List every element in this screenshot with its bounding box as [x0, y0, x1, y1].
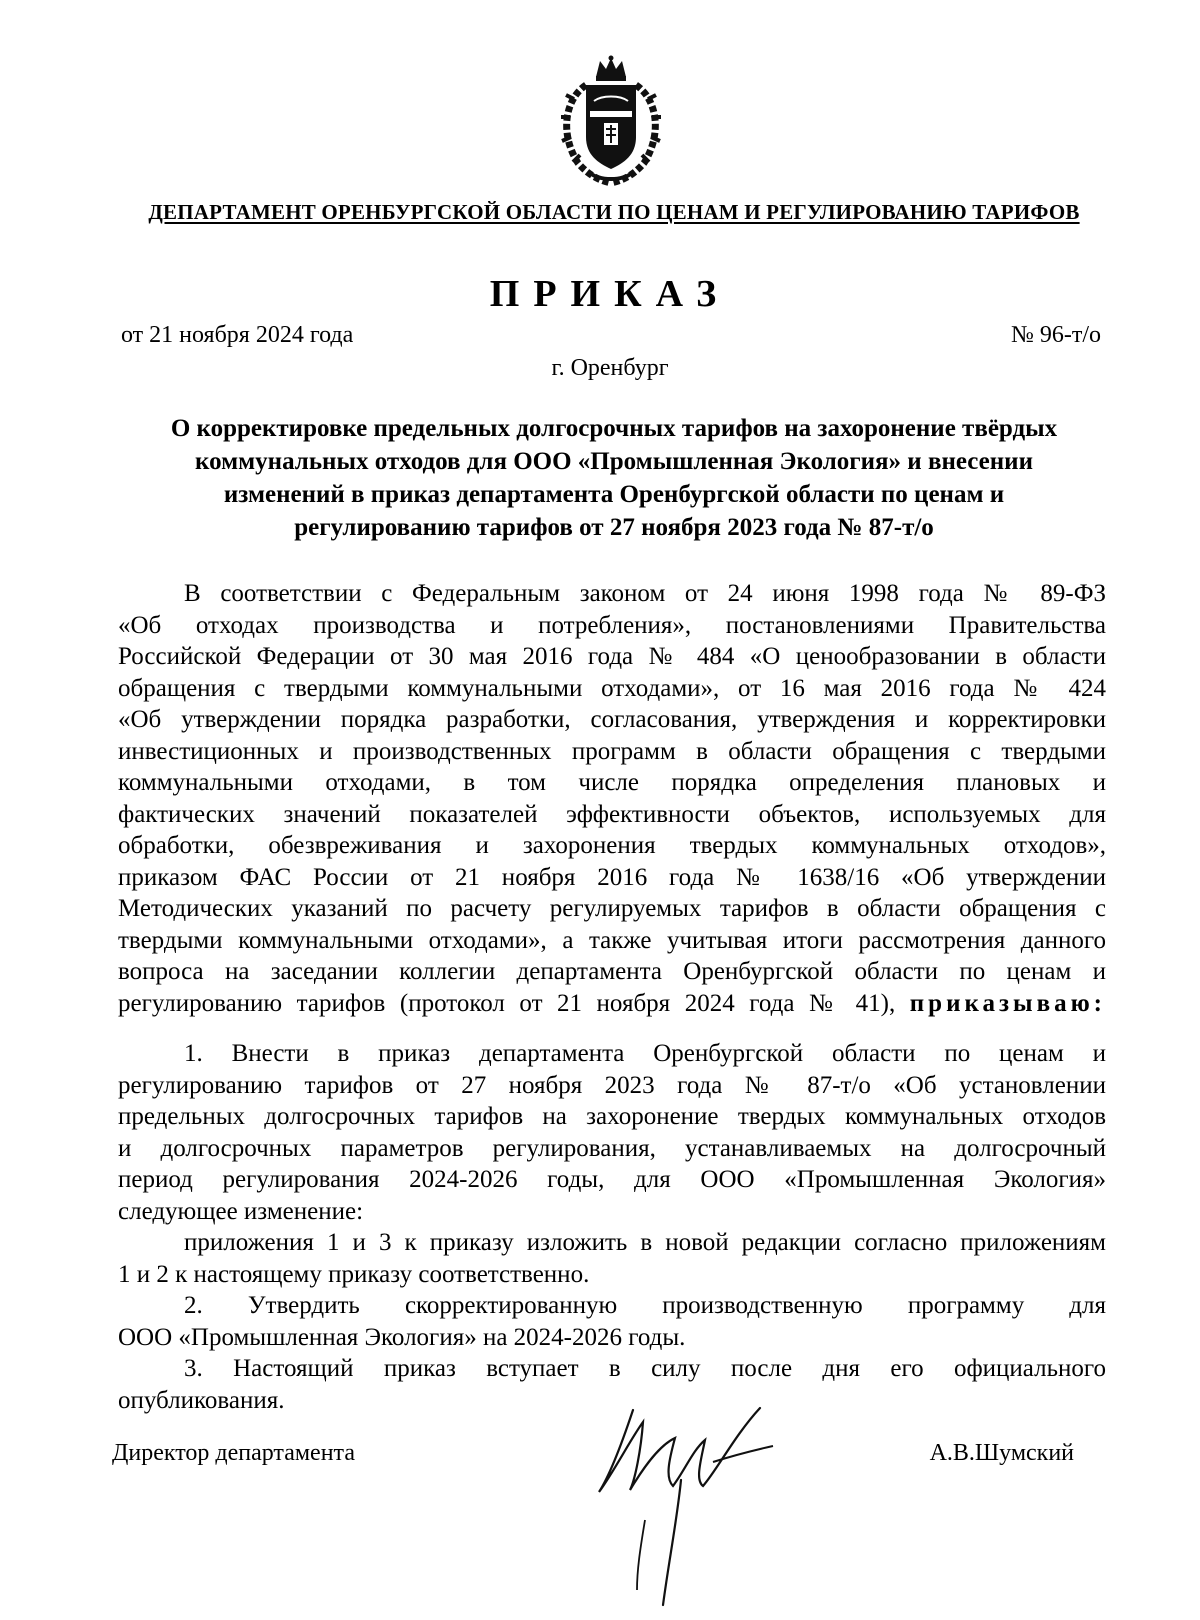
signer-name: А.В.Шумский	[929, 1440, 1074, 1466]
text-line	[118, 988, 1106, 1020]
document-title	[118, 412, 1110, 544]
preamble-paragraph	[118, 578, 1106, 1019]
title-line: коммунальных отходов для ООО «Промышленная Экология» и внесении	[195, 448, 1033, 475]
order-items	[118, 1038, 1106, 1416]
text-line: обработки, обезвреживания и захоронения твердых коммунальных отходов»,	[118, 832, 1106, 859]
item-1-line: регулированию тарифов от 27 ноября 2023 года № 87-т/о «Об установлении	[118, 1071, 1106, 1099]
text-line: инвестиционных и производственных программ в области обращения с твердыми	[118, 737, 1106, 765]
item-3-line: 3. Настоящий приказ вступает в силу после дня его официального	[184, 1355, 1106, 1382]
title-line: регулированию тарифов от 27 ноября 2023 года № 87-т/о	[294, 514, 934, 541]
text-line: Российской Федерации от 30 мая 2016 года № 484 «О ценообразовании в области	[118, 643, 1106, 670]
text-line: Методических указаний по расчету регулируемых тарифов в области обращения с	[118, 895, 1106, 922]
item-1-line: период регулирования 2024-2026 годы, для ООО «Промышленная Экология»	[118, 1166, 1106, 1193]
item-1-line: и долгосрочных параметров регулирования, устанавливаемых на долгосрочный	[118, 1134, 1106, 1162]
item-1-line: 1 и 2 к настоящему приказу соответственно.	[118, 1260, 590, 1288]
department-name: ДЕПАРТАМЕНТ ОРЕНБУРГСКОЙ ОБЛАСТИ ПО ЦЕНАМ И РЕГУЛИРОВАНИЮ ТАРИФОВ	[148, 200, 1080, 224]
document-type: ПРИКАЗ	[489, 273, 731, 315]
text-line: фактических значений показателей эффективности объектов, используемых для	[118, 800, 1106, 828]
decree-word: приказываю:	[909, 989, 1106, 1017]
text-line: «Об отходах производства и потребления», постановлениями Правительства	[118, 611, 1106, 639]
item-1-line: 1. Внести в приказ департамента Оренбургской области по ценам и	[184, 1040, 1106, 1067]
text-fragment: регулированию тарифов (протокол от 21 ноября 2024 года № 41),	[118, 989, 910, 1017]
document-number: № 96-т/о	[1010, 322, 1101, 348]
text-line: коммунальными отходами, в том числе порядка определения плановых и	[118, 769, 1106, 796]
text-line: приказом ФАС России от 21 ноября 2016 года № 1638/16 «Об утверждении	[118, 863, 1106, 891]
item-1-line: приложения 1 и 3 к приказу изложить в новой редакции согласно приложениям	[184, 1229, 1106, 1256]
document-city: г. Оренбург	[551, 355, 669, 381]
title-line: О корректировке предельных долгосрочных тарифов на захоронение твёрдых	[170, 415, 1058, 442]
text-line: твердыми коммунальными отходами», а также учитывая итоги рассмотрения данного	[118, 926, 1106, 954]
item-2-line: ООО «Промышленная Экология» на 2024-2026 годы.	[118, 1323, 686, 1351]
coat-of-arms-icon	[550, 55, 672, 187]
item-1-line: следующее изменение:	[118, 1197, 364, 1225]
item-2-line: 2. Утвердить скорректированную производственную программу для	[184, 1292, 1106, 1319]
signer-position: Директор департамента	[112, 1440, 355, 1466]
handwritten-signature	[585, 1400, 785, 1615]
text-line: вопроса на заседании коллегии департамента Оренбургской области по ценам и	[118, 958, 1106, 985]
text-line: В соответствии с Федеральным законом от 24 июня 1998 года № 89-ФЗ	[184, 580, 1106, 607]
item-3-line: опубликования.	[118, 1386, 285, 1414]
text-line: обращения с твердыми коммунальными отходами», от 16 мая 2016 года № 424	[118, 674, 1106, 702]
title-line: изменений в приказ департамента Оренбургской области по ценам и	[223, 481, 1005, 508]
item-1-line: предельных долгосрочных тарифов на захоронение твердых коммунальных отходов	[118, 1103, 1106, 1130]
document-date: от 21 ноября 2024 года	[121, 322, 354, 348]
text-line: «Об утверждении порядка разработки, согласования, утверждения и корректировки	[118, 706, 1106, 733]
